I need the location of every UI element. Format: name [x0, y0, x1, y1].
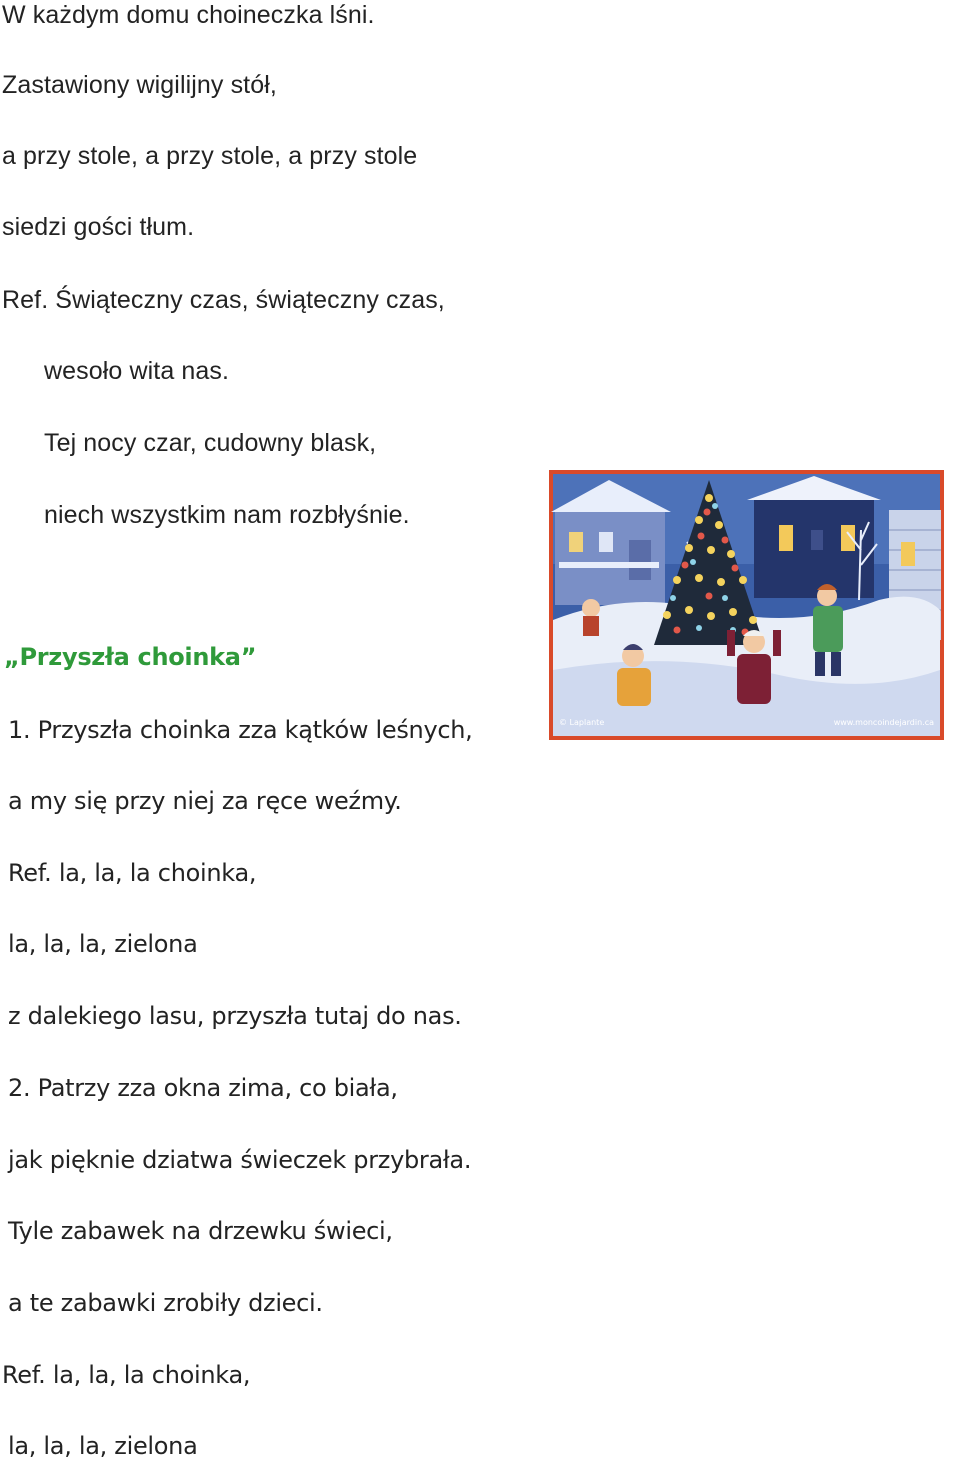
credit-left: © Laplante	[559, 718, 605, 727]
song2-line-10: Ref. la, la, la choinka,	[2, 1361, 251, 1389]
child-left	[582, 599, 600, 636]
song1-refrain-1: Ref. Świąteczny czas, świąteczny czas,	[2, 286, 445, 314]
song1-refrain-3: Tej nocy czar, cudowny blask,	[44, 429, 377, 457]
song2-line-11: la, la, la, zielona	[8, 1432, 198, 1460]
song2-line-4: la, la, la, zielona	[8, 930, 198, 958]
song2-line-8: Tyle zabawek na drzewku świeci,	[8, 1217, 393, 1245]
song1-refrain-4: niech wszystkim nam rozbłyśnie.	[44, 501, 410, 529]
song1-line-3: a przy stole, a przy stole, a przy stole	[2, 142, 418, 170]
song2-line-3: Ref. la, la, la choinka,	[8, 859, 257, 887]
song2-line-2: a my się przy niej za ręce weźmy.	[8, 787, 402, 815]
song2-title: „Przyszła choinka”	[4, 643, 257, 671]
song2-line-6: 2. Patrzy zza okna zima, co biała,	[8, 1074, 398, 1102]
song1-line-1: W każdym domu choineczka lśni.	[2, 1, 375, 29]
song1-line-2: Zastawiony wigilijny stół,	[2, 71, 277, 99]
credit-right: www.moncoindejardin.ca	[833, 718, 934, 727]
song2-line-9: a te zabawki zrobiły dzieci.	[8, 1289, 323, 1317]
song1-line-4: siedzi gości tłum.	[2, 213, 195, 241]
christmas-tree-illustration	[549, 470, 944, 740]
song1-refrain-2: wesoło wita nas.	[44, 357, 230, 385]
song2-line-5: z dalekiego lasu, przyszła tutaj do nas.	[8, 1002, 462, 1030]
song2-line-1: 1. Przyszła choinka zza kątków leśnych,	[8, 716, 473, 744]
song2-line-7: jak pięknie dziatwa świeczek przybrała.	[8, 1146, 472, 1174]
